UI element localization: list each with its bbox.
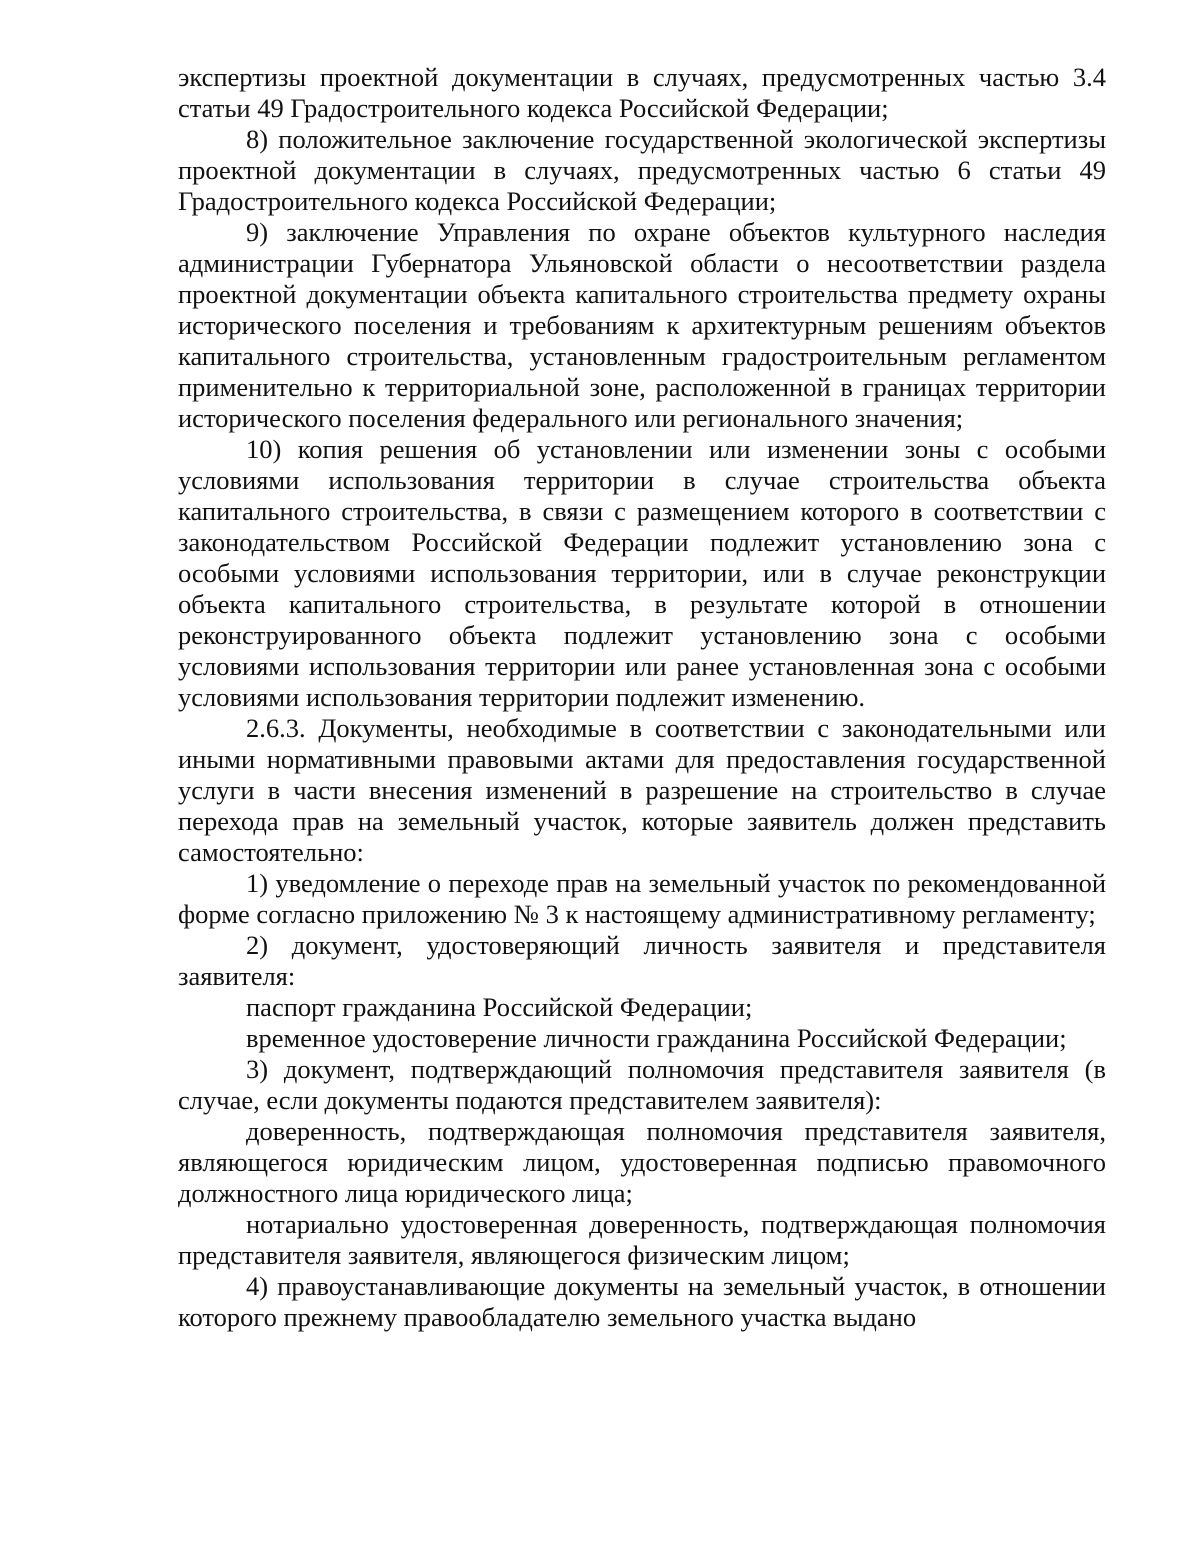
paragraph-item-3: 3) документ, подтверждающий полномочия представителя заявителя (в случае, если документы подаются представителем заявителя): [178, 1054, 1106, 1115]
paragraph-item-9: 9) заключение Управления по охране объектов культурного наследия администрации Губернатора Ульяновской области о несоответствии раздела проектной документации объекта капитального строительства предмету охраны исторического поселения и требованиям к архитектурным решениям объектов капитального строительства, установленным градостроительным регламентом применительно к территориальной зоне, расположенной в границах территории исторического поселения федерального или регионального значения; [178, 217, 1106, 433]
paragraph-section-2-6-3: 2.6.3. Документы, необходимые в соответствии с законодательными или иными нормативными правовыми актами для предоставления государственной услуги в части внесения изменений в разрешение на строительство в случае перехода прав на земельный участок, которые заявитель должен представить самостоятельно: [178, 713, 1106, 867]
paragraph-temporary-id: временное удостоверение личности гражданина Российской Федерации; [246, 1023, 1067, 1053]
document-page [178, 62, 1106, 1333]
paragraph-item-10: 10) копия решения об установлении или изменении зоны с особыми условиями использования территории в случае строительства объекта капитального строительства, в связи с размещением которого в соответствии с законодательством Российской Федерации подлежит установлению зона с особыми условиями использования территории, или в случае реконструкции объекта капитального строительства, в результате которой в отношении реконструированного объекта подлежит установлению зона с особыми условиями использования территории или ранее установленная зона с особыми условиями использования территории подлежит изменению. [178, 434, 1106, 712]
paragraph-passport: паспорт гражданина Российской Федерации; [246, 992, 753, 1022]
paragraph-item-8: 8) положительное заключение государственной экологической экспертизы проектной документации в случаях, предусмотренных частью 6 статьи 49 Градостроительного кодекса Российской Федерации; [178, 124, 1106, 216]
paragraph-notarized-proxy: нотариально удостоверенная доверенность, подтверждающая полномочия представителя заявителя, являющегося физическим лицом; [178, 1209, 1106, 1270]
paragraph-item-1: 1) уведомление о переходе прав на земельный участок по рекомендованной форме согласно приложению № 3 к настоящему административному регламенту; [178, 868, 1106, 929]
paragraph-item-2: 2) документ, удостоверяющий личность заявителя и представителя заявителя: [178, 930, 1106, 991]
paragraph-item-4: 4) правоустанавливающие документы на земельный участок, в отношении которого прежнему правообладателю земельного участка выдано [178, 1271, 1106, 1332]
paragraph-legal-entity-proxy: доверенность, подтверждающая полномочия представителя заявителя, являющегося юридическим лицом, удостоверенная подписью правомочного должностного лица юридического лица; [178, 1116, 1106, 1208]
paragraph-continuation: экспертизы проектной документации в случаях, предусмотренных частью 3.4 статьи 49 Градостроительного кодекса Российской Федерации; [178, 62, 1106, 123]
